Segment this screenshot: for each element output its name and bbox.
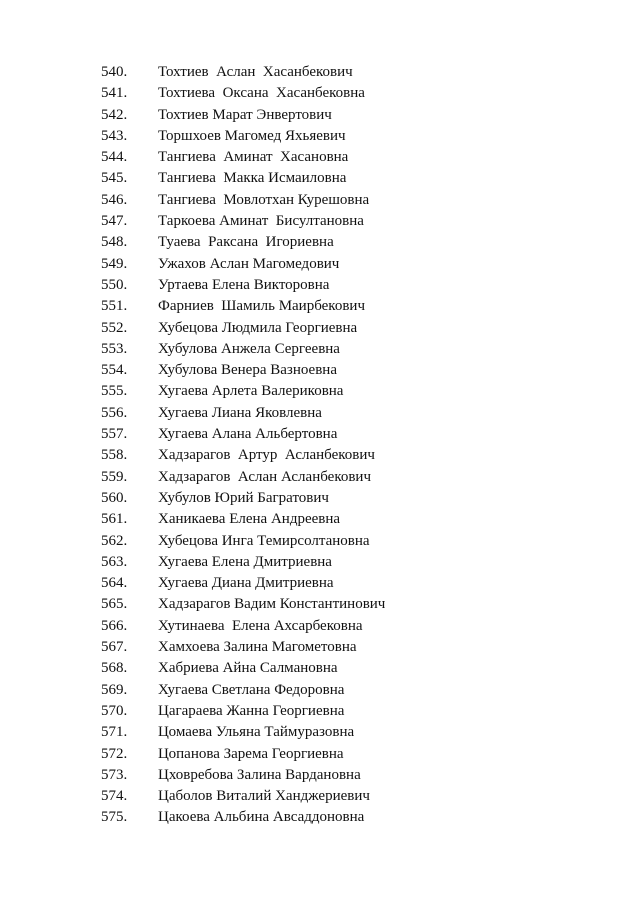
list-item [0,211,640,232]
entry-full-name: Хубецова Людмила Георгиевна [158,319,358,336]
entry-number: 565. [101,596,128,613]
list-item [0,488,640,509]
entry-full-name: Хадзарагов Аслан Асланбекович [158,468,372,485]
entry-number: 541. [101,85,128,102]
entry-number: 545. [101,170,128,187]
entry-full-name: Хугаева Елена Дмитриевна [158,553,332,570]
entry-full-name: Хубецова Инга Темирсолтановна [158,532,370,549]
list-item [0,552,640,573]
entry-number: 543. [101,127,128,144]
list-item [0,616,640,637]
entry-number: 542. [101,106,128,123]
list-item [0,339,640,360]
entry-full-name: Хутинаева Елена Ахсарбековна [158,617,363,634]
entry-number: 571. [101,724,128,741]
entry-full-name: Хабриева Айна Салмановна [158,660,338,677]
entry-full-name: Цомаева Ульяна Таймуразовна [158,724,355,741]
entry-number: 562. [101,532,128,549]
list-item [0,509,640,530]
entry-number: 572. [101,745,128,762]
entry-number: 547. [101,213,128,230]
entry-full-name: Ханикаева Елена Андреевна [158,511,341,528]
entry-full-name: Цопанова Зарема Георгиевна [158,745,344,762]
entry-number: 552. [101,319,128,336]
entry-number: 575. [101,809,128,826]
list-item [0,254,640,275]
entry-full-name: Хубулов Юрий Багратович [158,489,329,506]
entry-full-name: Тохтиева Оксана Хасанбековна [158,85,365,102]
list-item [0,126,640,147]
list-item [0,147,640,168]
list-item [0,467,640,488]
list-item [0,296,640,317]
entry-full-name: Хугаева Светлана Федоровна [158,681,345,698]
entry-number: 569. [101,681,128,698]
list-item [0,168,640,189]
list-item [0,381,640,402]
entry-number: 567. [101,639,128,656]
entry-number: 544. [101,149,128,166]
list-item [0,232,640,253]
list-item [0,62,640,83]
entry-full-name: Ужахов Аслан Магомедович [158,255,340,272]
entry-full-name: Цагараева Жанна Георгиевна [158,702,345,719]
list-item [0,786,640,807]
list-item [0,105,640,126]
list-item [0,318,640,339]
entry-number: 557. [101,426,128,443]
list-item [0,701,640,722]
entry-number: 551. [101,298,128,315]
entry-full-name: Фарниев Шамиль Маирбекович [158,298,365,315]
entry-full-name: Хадзарагов Артур Асланбекович [158,447,375,464]
entry-number: 553. [101,340,128,357]
entry-full-name: Хубулова Анжела Сергеевна [158,340,340,357]
entry-full-name: Уртаева Елена Викторовна [158,276,330,293]
list-item [0,658,640,679]
entry-full-name: Тохтиев Аслан Хасанбекович [158,64,353,80]
entry-number: 555. [101,383,128,400]
entry-number: 561. [101,511,128,528]
list-item [0,744,640,765]
entry-number: 559. [101,468,128,485]
entry-full-name: Тангиева Макка Исмаиловна [158,170,347,187]
list-item [0,722,640,743]
entry-full-name: Цакоева Альбина Авсаддоновна [158,809,365,826]
name-list [0,62,640,829]
list-item [0,403,640,424]
list-item [0,807,640,828]
entry-number: 564. [101,575,128,592]
entry-full-name: Тангиева Аминат Хасановна [158,149,349,166]
list-item [0,424,640,445]
entry-number: 560. [101,489,128,506]
entry-full-name: Торшхоев Магомед Яхьяевич [158,127,346,144]
entry-number: 568. [101,660,128,677]
entry-number: 540. [101,64,128,80]
entry-full-name: Хамхоева Залина Магометовна [158,639,357,656]
entry-full-name: Хугаева Алана Альбертовна [158,426,338,443]
entry-full-name: Хадзарагов Вадим Константинович [158,596,386,613]
entry-number: 550. [101,276,128,293]
entry-full-name: Хугаева Диана Дмитриевна [158,575,334,592]
list-item [0,531,640,552]
entry-number: 548. [101,234,128,251]
entry-number: 558. [101,447,128,464]
list-item [0,594,640,615]
entry-number: 549. [101,255,128,272]
entry-number: 574. [101,788,128,805]
entry-full-name: Цховребова Залина Вардановна [158,766,361,783]
entry-number: 573. [101,766,128,783]
entry-full-name: Хугаева Арлета Валериковна [158,383,344,400]
entry-full-name: Хубулова Венера Вазноевна [158,362,337,379]
list-item [0,573,640,594]
entry-number: 546. [101,191,128,208]
entry-number: 570. [101,702,128,719]
list-item [0,765,640,786]
list-item [0,360,640,381]
entry-number: 554. [101,362,128,379]
list-item [0,445,640,466]
entry-full-name: Хугаева Лиана Яковлевна [158,404,322,421]
entry-number: 556. [101,404,128,421]
list-item [0,83,640,104]
entry-full-name: Таркоева Аминат Бисултановна [158,213,364,230]
entry-number: 563. [101,553,128,570]
entry-full-name: Тангиева Мовлотхан Курешовна [158,191,370,208]
entry-number: 566. [101,617,128,634]
entry-full-name: Тохтиев Марат Энвертович [158,106,332,123]
list-item [0,637,640,658]
entry-full-name: Туаева Раксана Игориевна [158,234,334,251]
list-item [0,190,640,211]
entry-full-name: Цаболов Виталий Ханджериевич [158,788,370,805]
list-item [0,680,640,701]
list-item [0,275,640,296]
